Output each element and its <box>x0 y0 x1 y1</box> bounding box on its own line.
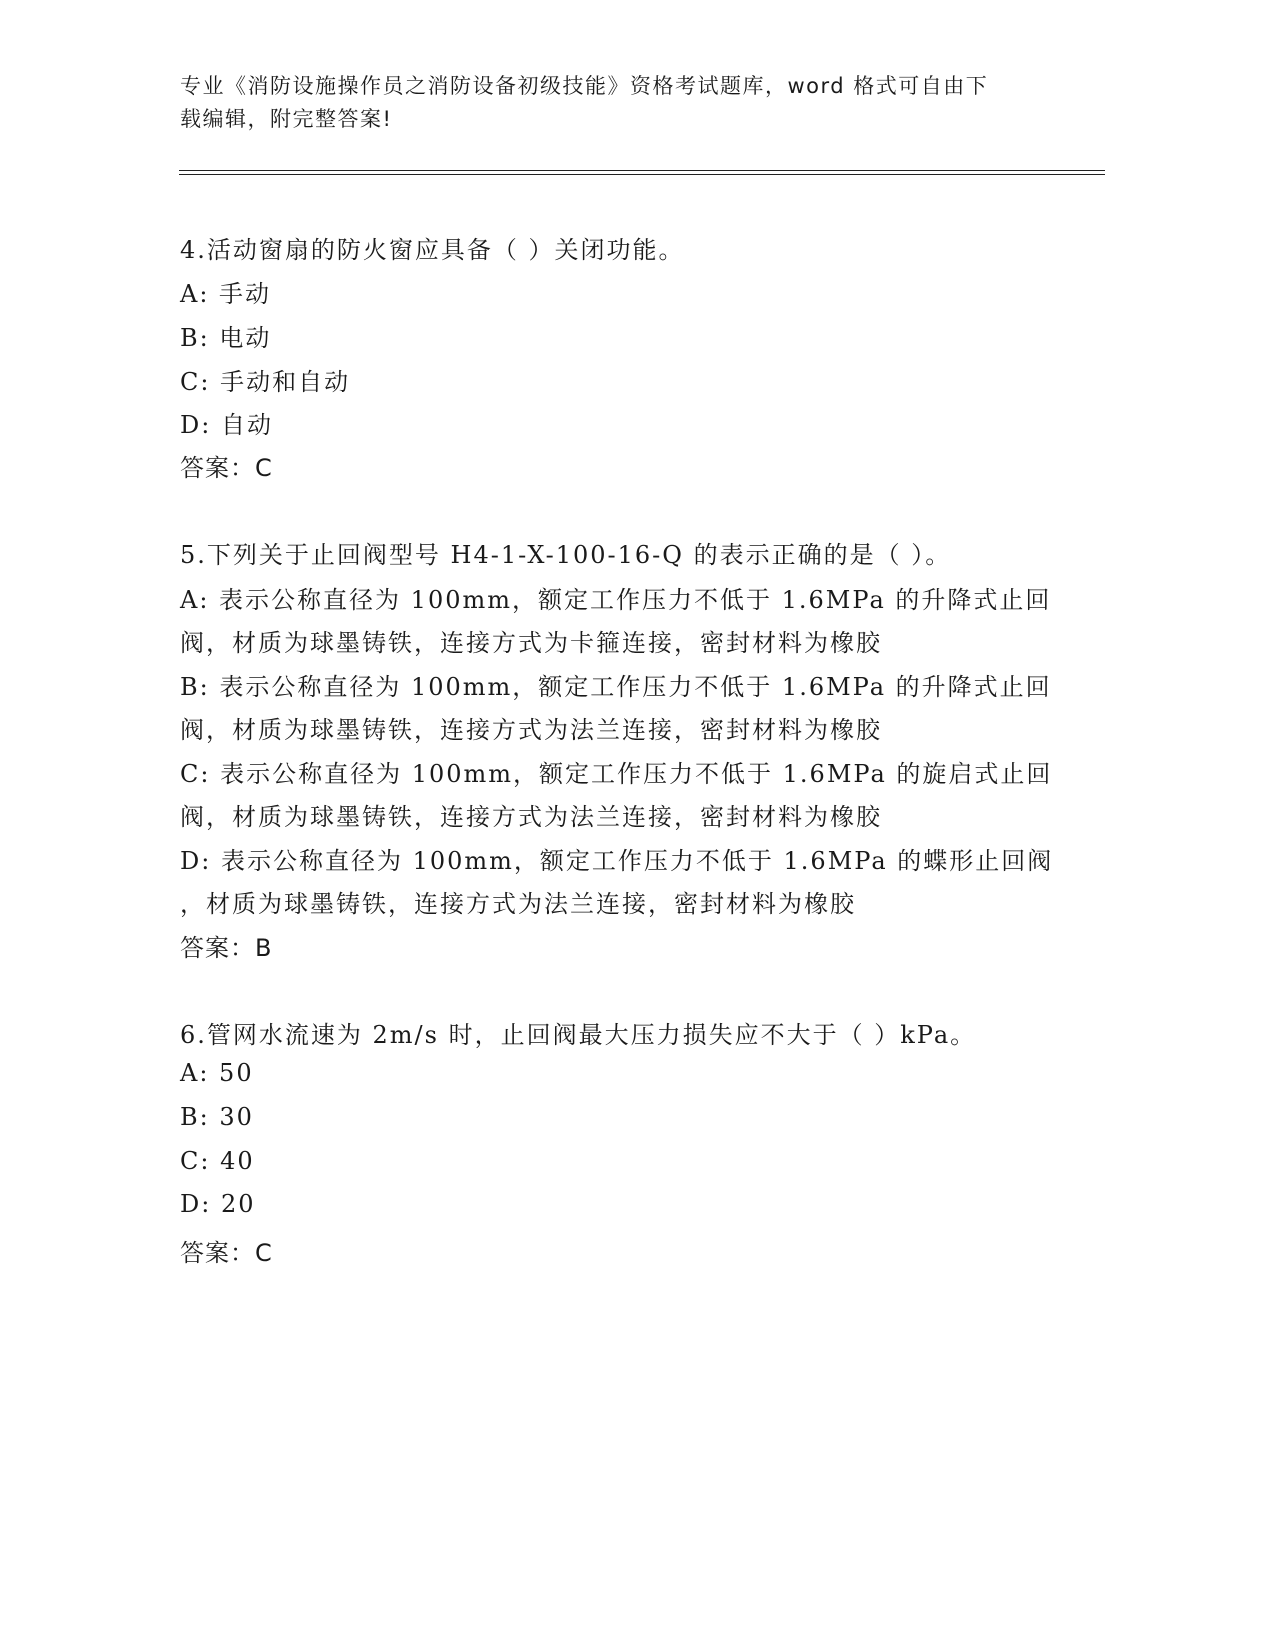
question-stem: 6.管网水流速为 2m/s 时，止回阀最大压力损失应不大于（ ）kPa。 <box>180 1021 977 1049</box>
option-c-line-2: 阀，材质为球墨铸铁，连接方式为法兰连接，密封材料为橡胶 <box>180 803 882 831</box>
option-b-line-1: B: 表示公称直径为 100mm，额定工作压力不低于 1.6MPa 的升降式止回 <box>180 673 1052 701</box>
answer: 答案：B <box>180 934 273 962</box>
option-a: A: 50 <box>180 1059 254 1087</box>
option-b-line-2: 阀，材质为球墨铸铁，连接方式为法兰连接，密封材料为橡胶 <box>180 716 882 744</box>
option-c: C: 40 <box>180 1147 255 1175</box>
header-divider-bottom <box>179 174 1105 175</box>
header-divider-top <box>179 170 1105 171</box>
option-c-line-1: C: 表示公称直径为 100mm，额定工作压力不低于 1.6MPa 的旋启式止回 <box>180 760 1053 788</box>
option-a-line-2: 阀，材质为球墨铸铁，连接方式为卡箍连接，密封材料为橡胶 <box>180 629 882 657</box>
option-d: D: 20 <box>180 1190 256 1218</box>
option-a: A: 手动 <box>180 280 272 308</box>
header-line-1: 专业《消防设施操作员之消防设备初级技能》资格考试题库，word 格式可自由下 <box>180 74 989 98</box>
answer: 答案：C <box>180 454 273 482</box>
answer: 答案：C <box>180 1239 273 1267</box>
option-a-line-1: A: 表示公称直径为 100mm，额定工作压力不低于 1.6MPa 的升降式止回 <box>180 586 1052 614</box>
question-stem: 4.活动窗扇的防火窗应具备（ ）关闭功能。 <box>180 236 685 264</box>
option-b: B: 电动 <box>180 324 272 352</box>
document-header <box>180 70 1030 136</box>
question-stem: 5.下列关于止回阀型号 H4-1-X-100-16-Q 的表示正确的是（ ）。 <box>180 541 952 569</box>
option-d-line-1: D: 表示公称直径为 100mm，额定工作压力不低于 1.6MPa 的蝶形止回阀 <box>180 847 1054 875</box>
option-b: B: 30 <box>180 1103 254 1131</box>
option-c: C: 手动和自动 <box>180 368 351 396</box>
option-d-line-2: ，材质为球墨铸铁，连接方式为法兰连接，密封材料为橡胶 <box>180 890 856 918</box>
header-line-2: 载编辑，附完整答案! <box>180 107 393 131</box>
option-d: D: 自动 <box>180 411 273 439</box>
